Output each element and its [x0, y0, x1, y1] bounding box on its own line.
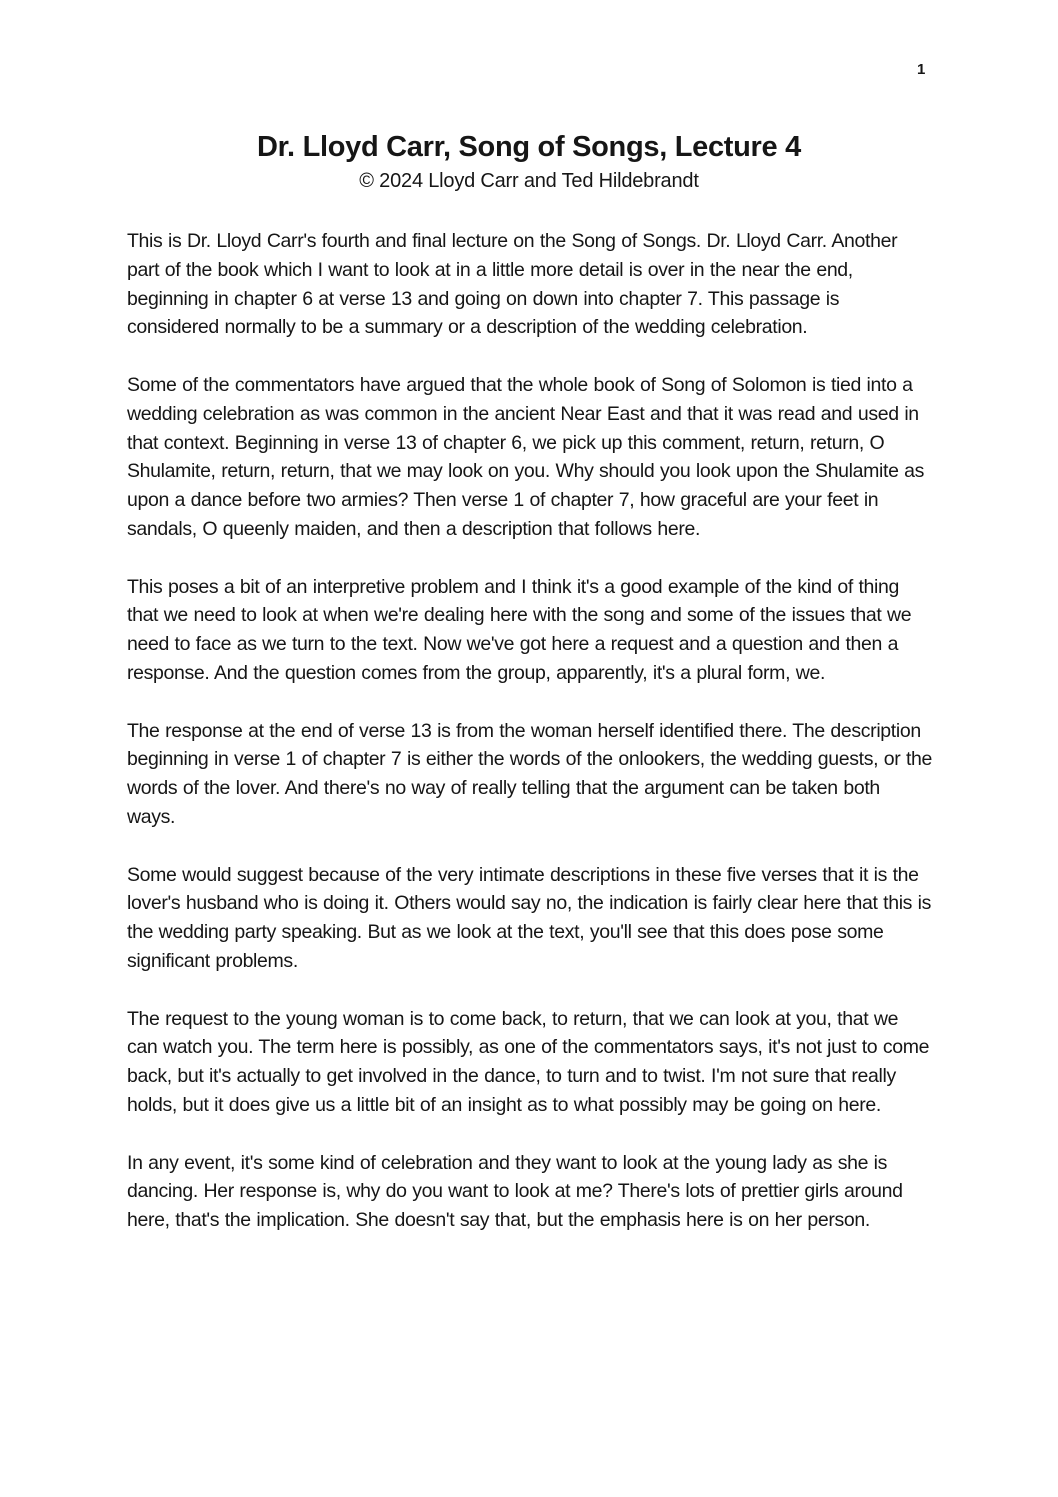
- paragraph: Some of the commentators have argued that the whole book of Song of Solomon is tied into a wedding celebration as was common in the ancient Near East and that it was read and used in that context. Beginning in verse 13 of chapter 6, we pick up this comment, return, return, O Shulamite, return, return, that we may look on you. Why should you look upon the Shulamite as upon a dance before two armies? Then verse 1 of chapter 7, how graceful are your feet in sandals, O queenly maiden, and then a description that follows here.: [127, 373, 925, 540]
- page-title: Dr. Lloyd Carr, Song of Songs, Lecture 4: [257, 131, 801, 163]
- document-header: [0, 129, 1058, 195]
- page-number: 1: [917, 61, 926, 78]
- paragraph: This poses a bit of an interpretive problem and I think it's a good example of the kind of thing that we need to look at when we're dealing here with the song and some of the issues that we need to face as we turn to the text. Now we've got here a request and a question and then a response. And the question comes from the group, apparently, it's a plural form, we.: [127, 575, 912, 684]
- paragraph: This is Dr. Lloyd Carr's fourth and final lecture on the Song of Songs. Dr. Lloyd Carr. Another part of the book which I want to look at in a little more detail is over in the near the end, beginning in chapter 6 at verse 13 and going on down into chapter 7. This passage is considered normally to be a summary or a description of the wedding celebration.: [127, 230, 898, 339]
- copyright-line: © 2024 Lloyd Carr and Ted Hildebrandt: [359, 170, 699, 192]
- document-body: [127, 227, 933, 1235]
- paragraph: The response at the end of verse 13 is from the woman herself identified there. The description beginning in verse 1 of chapter 7 is either the words of the onlookers, the wedding guests, or the words of the lover. And there's no way of really telling that the argument can be taken both ways.: [127, 719, 933, 828]
- paragraph: In any event, it's some kind of celebration and they want to look at the young lady as she is dancing. Her response is, why do you want to look at me? There's lots of prettier girls around here, that's the implication. She doesn't say that, but the emphasis here is on her person.: [127, 1151, 903, 1232]
- paragraph: Some would suggest because of the very intimate descriptions in these five verses that it is the lover's husband who is doing it. Others would say no, the indication is fairly clear here that this is the wedding party speaking. But as we look at the text, you'll see that this does pose some significant problems.: [127, 863, 932, 972]
- paragraph: The request to the young woman is to come back, to return, that we can look at you, that we can watch you. The term here is possibly, as one of the commentators says, it's not just to come back, but it's actually to get involved in the dance, to turn and to twist. I'm not sure that really holds, but it does give us a little bit of an insight as to what possibly may be going on here.: [127, 1007, 930, 1116]
